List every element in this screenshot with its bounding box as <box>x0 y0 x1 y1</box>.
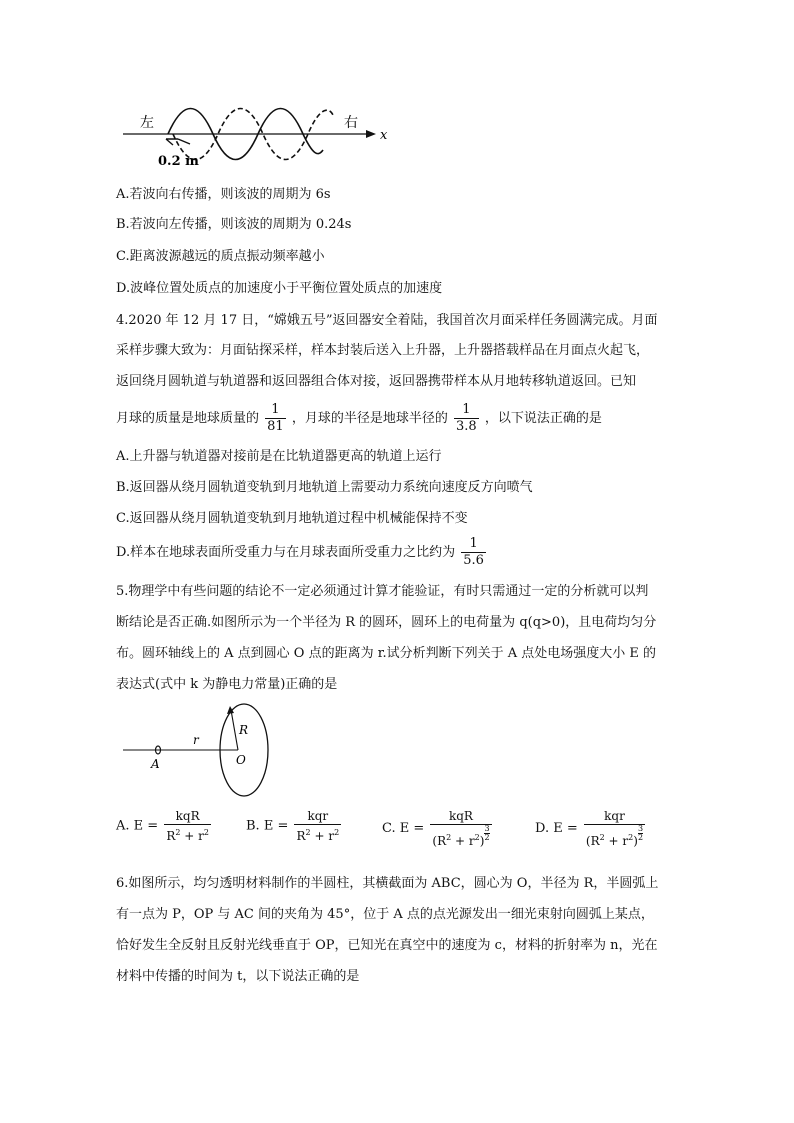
frac-denominator: 5.6 <box>463 553 484 568</box>
q6-line-1: 6.如图所示，均匀透明材料制作的半圆柱，其横截面为 ABC，圆心为 O，半径为 R，半圆弧上 <box>116 876 659 891</box>
frac-denominator: 3.8 <box>456 419 477 434</box>
q4-line-4-post: ，以下说法正确的是 <box>484 411 602 426</box>
frac-denominator: 81 <box>267 419 284 434</box>
q6-line-3: 恰好发生全反射且反射光线垂直于 OP，已知光在真空中的速度为 c，材料的折射率为 n，光在 <box>116 938 658 953</box>
frac-denominator: $R^2 + r^2$ <box>296 828 340 843</box>
q5-option-c <box>382 808 494 849</box>
fraction-moon-mass <box>265 402 286 435</box>
option-label: D. E = <box>535 821 578 836</box>
label-r: r <box>193 733 199 747</box>
frac-denominator: $(R^2 + r^2)$ $\frac{3}{2}$ <box>432 824 490 848</box>
q6-line-4: 材料中传播的时间为 t，以下说法正确的是 <box>116 969 360 984</box>
q4-line-4 <box>116 402 602 435</box>
q4-line-1: 4.2020 年 12 月 17 日，“嫦娥五号”返回器安全着陆，我国首次月面采样任务圆满完成。月面 <box>116 313 658 328</box>
frac-numerator: kqr <box>294 808 341 825</box>
frac-numerator: 1 <box>265 402 286 419</box>
frac-denominator: $R^2 + r^2$ <box>166 828 209 843</box>
ring-figure <box>118 702 278 802</box>
option-label: A. E = <box>116 818 159 834</box>
wave-label-left: 左 <box>140 115 154 131</box>
wave-label-right: 右 <box>344 115 358 131</box>
radius-arrow <box>227 706 234 714</box>
wave-figure <box>118 95 398 170</box>
q5-option-a <box>116 808 213 844</box>
q5-line-4: 表达式(式中 k 为静电力常量)正确的是 <box>116 677 338 692</box>
fraction-moon-radius <box>454 402 479 435</box>
q4-option-c: C.返回器从绕月圆轨道变轨到月地轨道过程中机械能保持不变 <box>116 511 468 526</box>
frac-numerator: kqr <box>584 808 645 825</box>
frac-numerator: kqR <box>430 808 491 825</box>
q4-option-d-text: D.样本在地球表面所受重力与在月球表面所受重力之比约为 <box>116 545 456 560</box>
frac-numerator: kqR <box>164 808 211 825</box>
q5-option-b <box>246 808 343 844</box>
fraction-gravity-ratio <box>461 536 486 569</box>
q3-option-d: D.波峰位置处质点的加速度小于平衡位置处质点的加速度 <box>116 281 443 296</box>
q5-option-d <box>535 808 647 849</box>
frac-numerator: 1 <box>461 536 486 553</box>
fraction-a <box>164 808 211 844</box>
q4-line-2: 采样步骤大致为：月面钻探采样，样本封装后送入上升器，上升器搭载样品在月面点火起飞， <box>116 343 650 358</box>
q4-option-d <box>116 536 488 569</box>
q5-line-2: 断结论是否正确.如图所示为一个半径为 R 的圆环，圆环上的电荷量为 q(q>0)，且电荷均匀分 <box>116 615 657 630</box>
option-label: B. E = <box>246 818 289 834</box>
q3-option-c: C.距离波源越远的质点振动频率越小 <box>116 249 325 264</box>
q4-option-b: B.返回器从绕月圆轨道变轨到月地轨道上需要动力系统向速度反方向喷气 <box>116 480 533 495</box>
fraction-d <box>584 808 645 849</box>
q4-line-3: 返回绕月圆轨道与轨道器和返回器组合体对接，返回器携带样本从月地转移轨道返回。已知 <box>116 374 637 389</box>
q5-line-1: 5.物理学中有些问题的结论不一定必须通过计算才能验证，有时只需通过一定的分析就可以判 <box>116 584 649 599</box>
radius-line <box>231 710 238 750</box>
fraction-b <box>294 808 341 844</box>
label-A: A <box>151 757 160 771</box>
frac-numerator: 1 <box>454 402 479 419</box>
q3-option-b: B.若波向左传播，则该波的周期为 0.24s <box>116 217 352 232</box>
x-axis-arrow <box>366 130 376 138</box>
wave-scale-label: 0.2 m <box>158 154 199 169</box>
q5-line-3: 布。圆环轴线上的 A 点到圆心 O 点的距离为 r.试分析判断下列关于 A 点处电场强度大小 E 的 <box>116 646 657 661</box>
option-label: C. E = <box>382 821 425 836</box>
q4-line-4-mid: ，月球的半径是地球半径的 <box>291 411 448 426</box>
q3-option-a: A.若波向右传播，则该波的周期为 6s <box>116 187 331 202</box>
label-R: R <box>239 723 249 737</box>
x-axis-label: x <box>380 128 388 143</box>
label-O: O <box>236 753 246 767</box>
frac-denominator: $(R^2 + r^2)$ $\frac{3}{2}$ <box>585 824 644 848</box>
fraction-c <box>430 808 491 849</box>
q4-option-a: A.上升器与轨道器对接前是在比轨道器更高的轨道上运行 <box>116 449 442 464</box>
q4-line-4-pre: 月球的质量是地球质量的 <box>116 411 260 426</box>
q6-line-2: 有一点为 P，OP 与 AC 间的夹角为 45°，位于 A 点的点光源发出一细光束射向圆弧上某点， <box>116 907 654 922</box>
